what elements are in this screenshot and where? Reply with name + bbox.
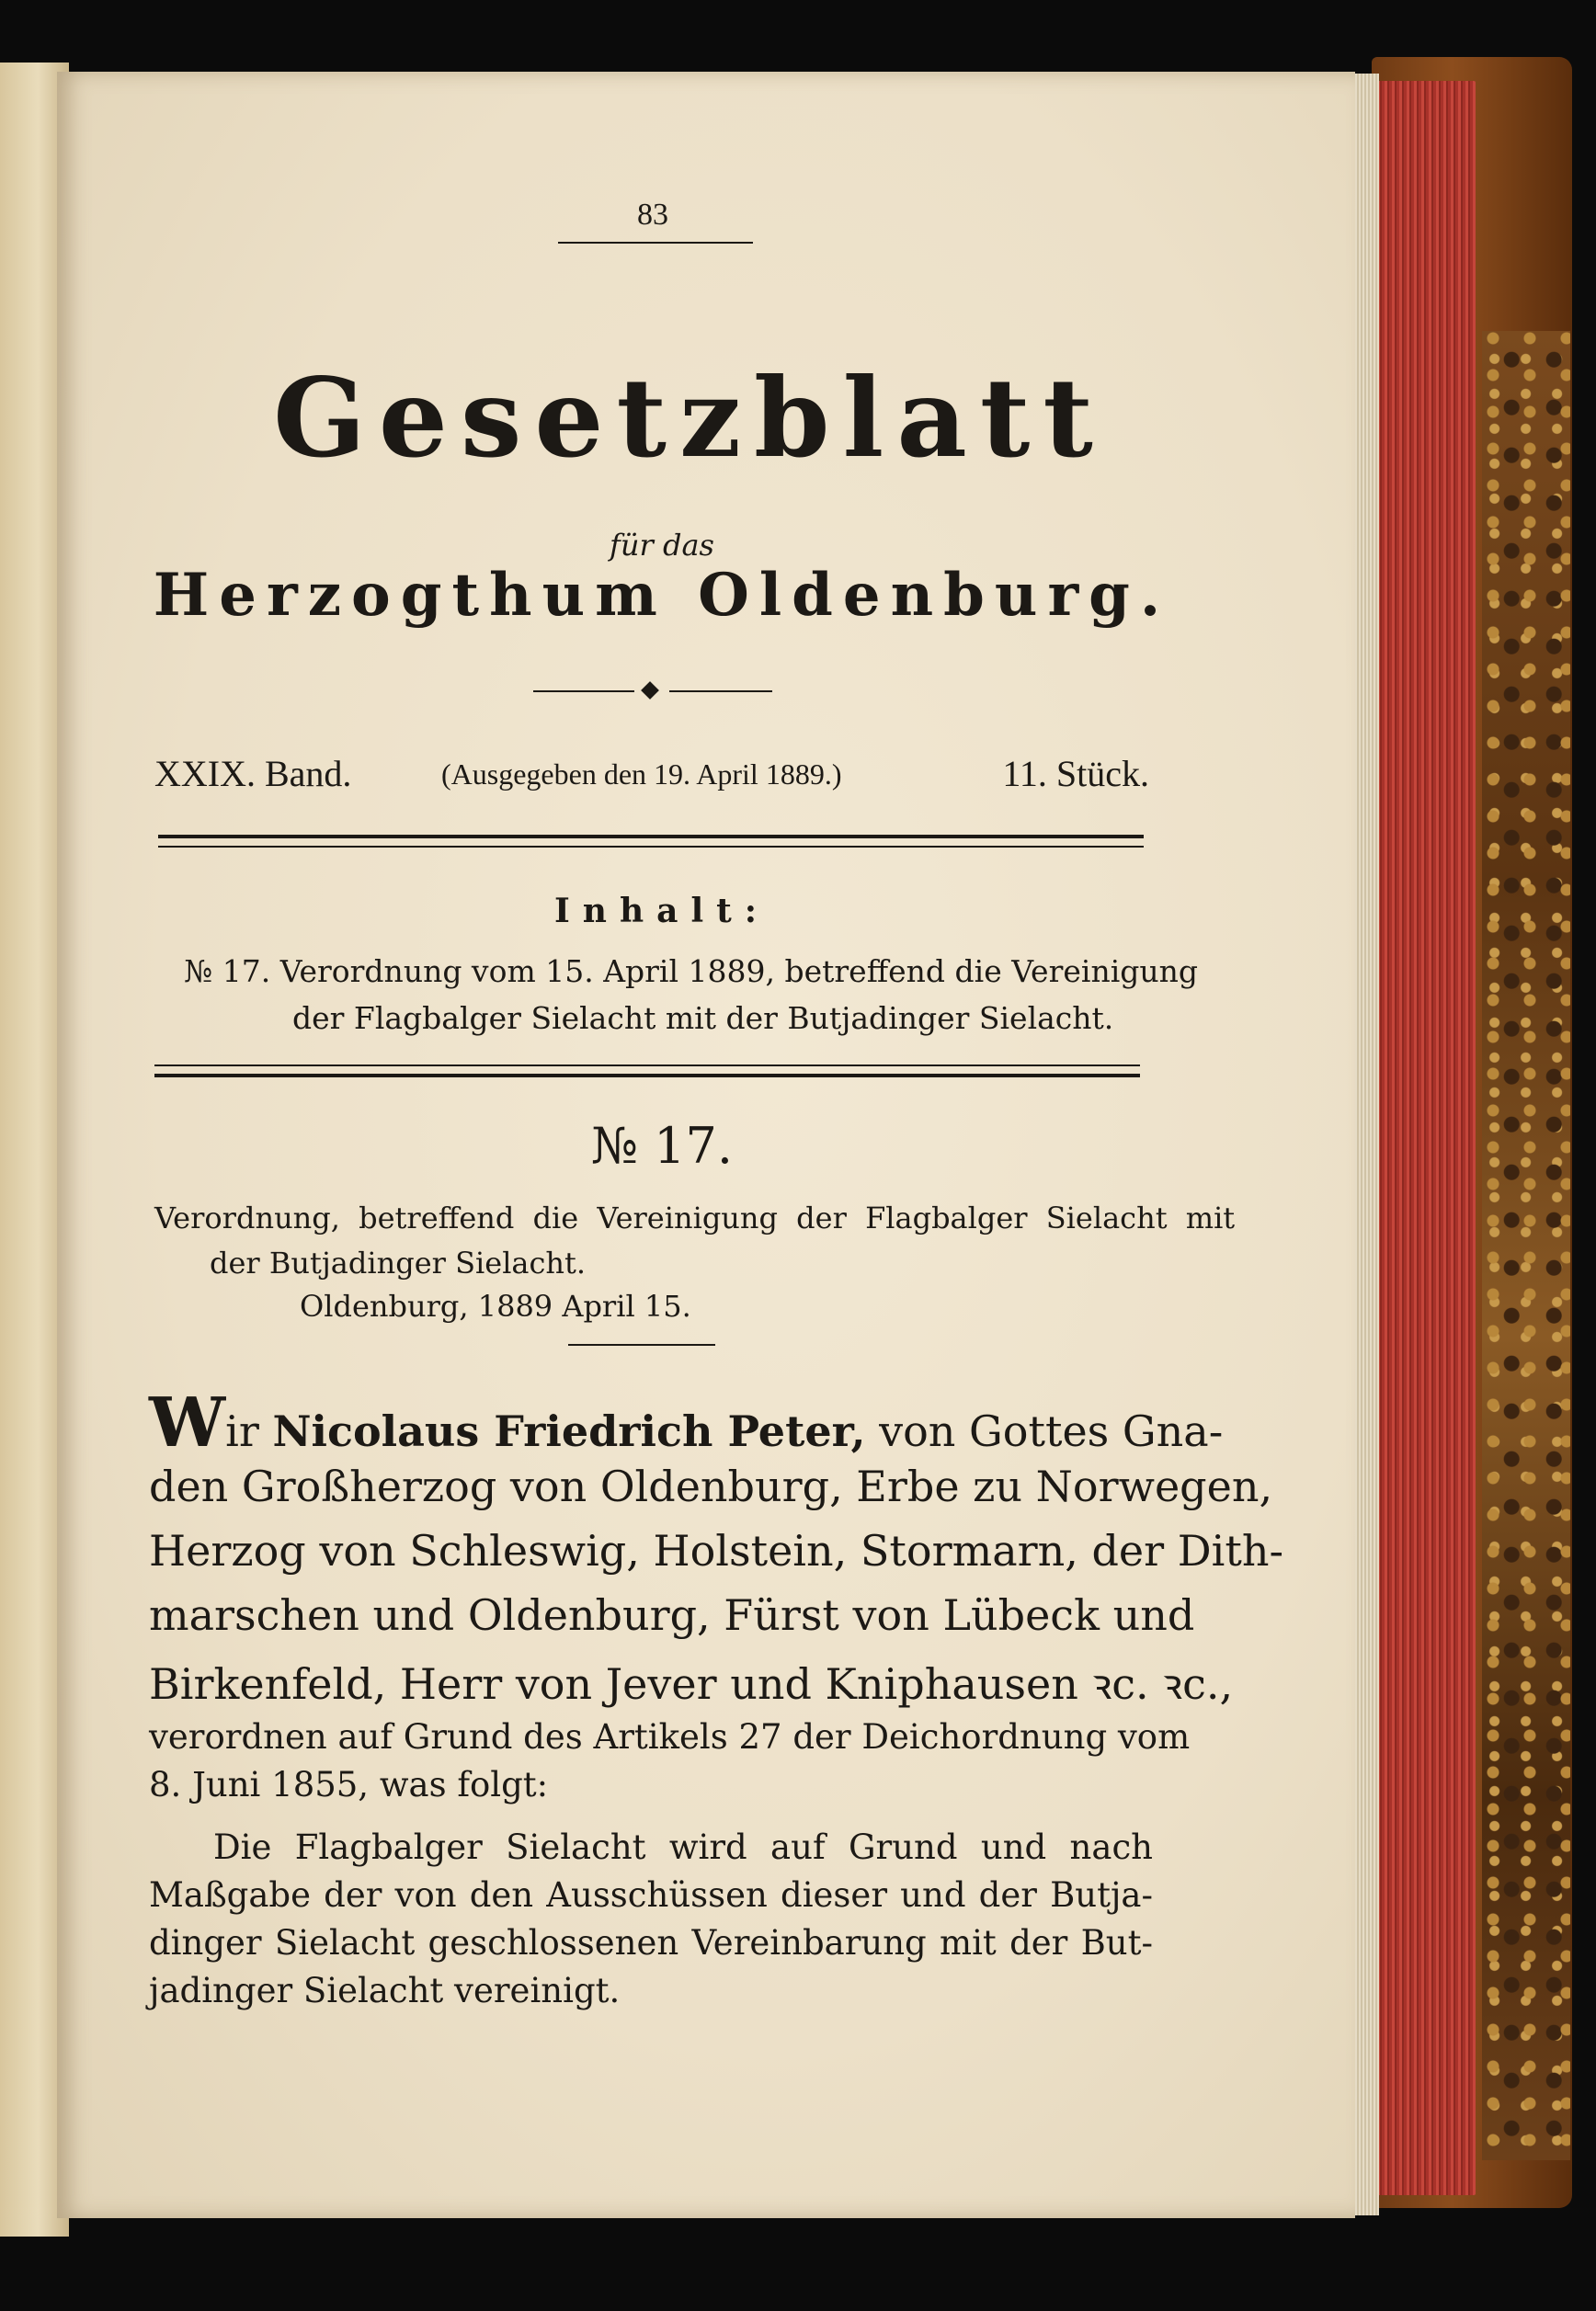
body-line-2: den Großherzog von Oldenburg, Erbe zu Norwegen, — [149, 1462, 1273, 1511]
contents-heading: Inhalt: — [553, 892, 770, 930]
issue-part: 11. Stück. — [1002, 753, 1149, 794]
contents-double-rule-top — [154, 1064, 1140, 1066]
red-page-edges — [1374, 81, 1476, 2195]
opening-initial: W — [149, 1383, 226, 1463]
body-line-3: Herzog von Schleswig, Holstein, Stormarn, der Dith- — [149, 1526, 1284, 1576]
ordinance-separator — [568, 1344, 715, 1346]
paragraph-line-4: jadinger Sielacht vereinigt. — [149, 1971, 621, 2010]
header-double-rule-bottom — [158, 846, 1144, 848]
ordinance-title-line-2: der Butjadinger Sielacht. — [210, 1246, 587, 1281]
subtitle-small: für das — [610, 528, 714, 563]
paragraph-line-1: Die Flagbalger Sielacht wird auf Grund und nach — [213, 1827, 1153, 1867]
volume: XXIX. Band. — [154, 753, 352, 794]
body-line-4: marschen und Oldenburg, Fürst von Lübeck und — [149, 1590, 1195, 1640]
paragraph-line-2: Maßgabe der von den Ausschüssen dieser und der Butja- — [149, 1875, 1153, 1915]
contents-line-2: der Flagbalger Sielacht mit der Butjadinger Sielacht. — [292, 1000, 1114, 1036]
gazette-title: Gesetzblatt — [273, 354, 1106, 482]
ruler-name: Nicolaus Friedrich Peter, — [272, 1406, 866, 1456]
ordinance-number: № 17. — [590, 1117, 734, 1175]
body-line-5: Birkenfeld, Herr von Jever und Kniphausen ꝛc. ꝛc., — [149, 1659, 1234, 1709]
decree-line-1: verordnen auf Grund des Artikels 27 der Deichordnung vom — [149, 1717, 1191, 1757]
page-stack-edge — [1351, 74, 1379, 2215]
ordinance-place-date: Oldenburg, 1889 April 15. — [300, 1289, 691, 1324]
header-double-rule-top — [158, 835, 1144, 838]
paragraph-line-3: dinger Sielacht geschlossenen Vereinbarung mit der But- — [149, 1923, 1153, 1963]
contents-line-1: № 17. Verordnung vom 15. April 1889, betreffend die Vereinigung — [184, 953, 1199, 989]
rule-diamond-ornament-icon — [533, 682, 772, 700]
page-number: 83 — [637, 198, 668, 232]
body-line-1-tail: von Gottes Gna- — [865, 1406, 1224, 1456]
page-number-rule — [558, 242, 753, 244]
subtitle-large: Herzogthum Oldenburg. — [153, 561, 1171, 630]
contents-double-rule-bottom — [154, 1074, 1140, 1077]
body-line-1 — [149, 1383, 1224, 1463]
ordinance-title-line-1: Verordnung, betreffend die Vereinigung der Flagbalger Sielacht mit — [154, 1201, 1236, 1235]
marbled-cover — [1482, 331, 1570, 2160]
decree-line-2: 8. Juni 1855, was folgt: — [149, 1765, 549, 1804]
issue-date: (Ausgegeben den 19. April 1889.) — [441, 757, 842, 791]
opening-rest: ir — [225, 1406, 273, 1456]
